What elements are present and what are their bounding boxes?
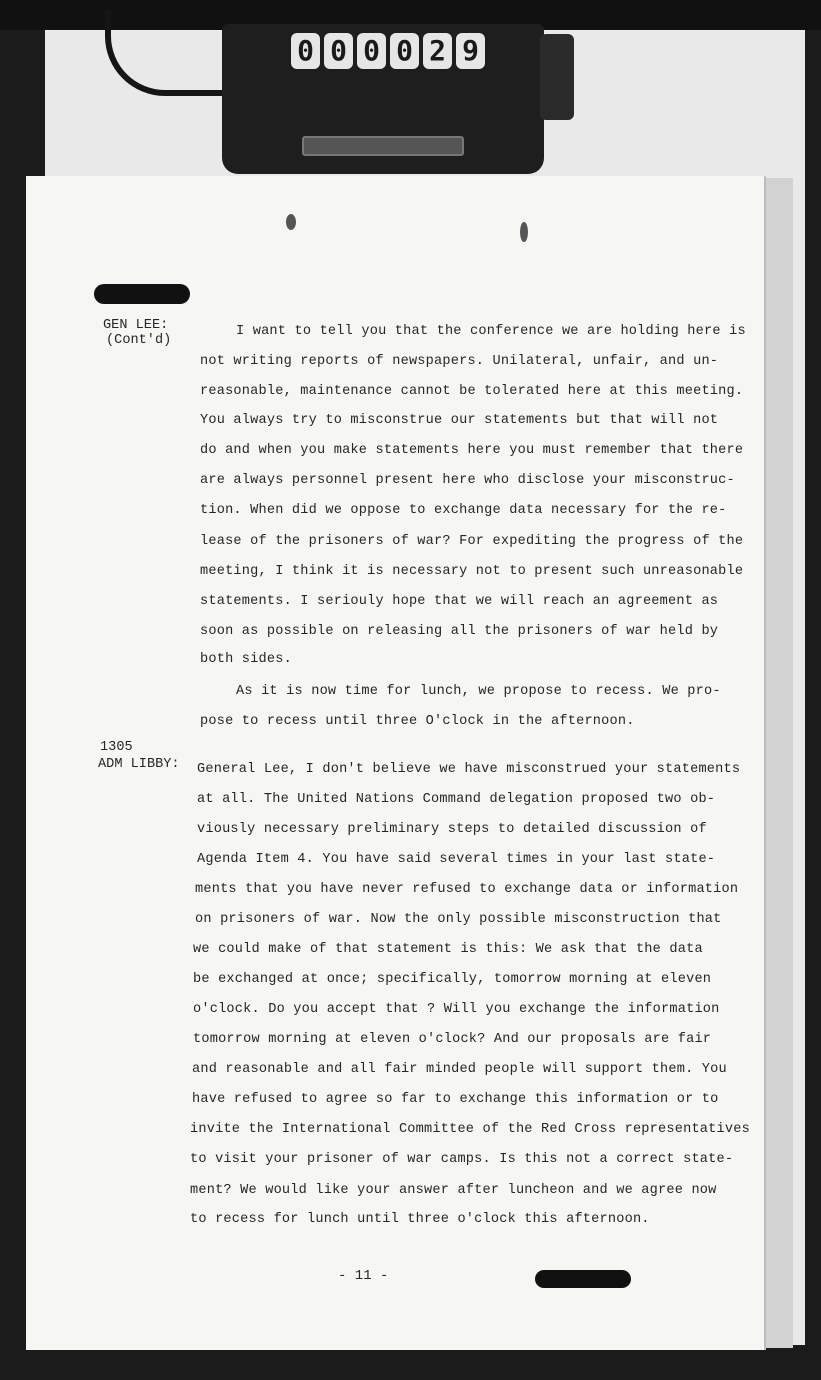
counter-knob	[540, 34, 574, 120]
text-line: reasonable, maintenance cannot be tolerated here at this meeting.	[200, 384, 744, 399]
text-line: and reasonable and all fair minded people will support them. You	[192, 1062, 727, 1077]
text-line: we could make of that statement is this: We ask that the data	[193, 942, 703, 957]
backing-sheet-edge	[764, 178, 793, 1348]
redaction-mark-bottom	[535, 1270, 631, 1288]
text-line: to recess for lunch until three o'clock this afternoon.	[190, 1212, 650, 1227]
text-line: You always try to misconstrue our statements but that will not	[200, 413, 719, 428]
text-line: tomorrow morning at eleven o'clock? And our proposals are fair	[193, 1032, 712, 1047]
text-line: lease of the prisoners of war? For expediting the progress of the	[200, 534, 744, 549]
page-number: - 11 -	[338, 1268, 389, 1284]
text-line: Agenda Item 4. You have said several times in your last state-	[197, 852, 716, 867]
text-line: pose to recess until three O'clock in the afternoon.	[200, 714, 635, 729]
text-line: do and when you make statements here you must remember that there	[200, 443, 744, 458]
text-line: ments that you have never refused to exchange data or information	[195, 882, 739, 897]
counter-digit: 9	[456, 33, 485, 69]
counter-digit: 2	[423, 33, 452, 69]
speaker-label-adm-libby: ADM LIBBY:	[98, 757, 180, 772]
text-line: tion. When did we oppose to exchange data necessary for the re-	[200, 503, 727, 518]
punch-hole	[286, 214, 296, 230]
counter-digit: 0	[324, 33, 353, 69]
counter-digit: 0	[357, 33, 386, 69]
text-line: viously necessary preliminary steps to detailed discussion of	[197, 822, 707, 837]
text-line: to visit your prisoner of war camps. Is this not a correct state-	[190, 1152, 734, 1167]
redaction-mark-top	[94, 284, 190, 304]
text-line: General Lee, I don't believe we have misconstrued your statements	[197, 762, 741, 777]
counter-digit: 0	[291, 33, 320, 69]
speaker-continued-label: (Cont'd)	[106, 333, 172, 348]
text-line: be exchanged at once; specifically, tomorrow morning at eleven	[193, 972, 712, 987]
text-line: at all. The United Nations Command delegation proposed two ob-	[197, 792, 716, 807]
text-line: invite the International Committee of the Red Cross representatives	[190, 1122, 750, 1137]
counter-digit: 0	[390, 33, 419, 69]
text-line: meeting, I think it is necessary not to present such unreasonable	[200, 564, 744, 579]
speaker-label-gen-lee: GEN LEE:	[103, 318, 169, 333]
text-line: on prisoners of war. Now the only possible misconstruction that	[195, 912, 722, 927]
punch-hole	[520, 222, 528, 242]
frame-counter-digits	[291, 33, 485, 69]
counter-slot	[302, 136, 464, 156]
text-line: o'clock. Do you accept that ? Will you exchange the information	[193, 1002, 720, 1017]
text-line: I want to tell you that the conference we are holding here is	[236, 324, 746, 339]
text-line: ment? We would like your answer after luncheon and we agree now	[190, 1183, 717, 1198]
text-line: are always personnel present here who disclose your misconstruc-	[200, 473, 735, 488]
text-line: both sides.	[200, 652, 292, 667]
text-line: have refused to agree so far to exchange this information or to	[192, 1092, 719, 1107]
text-line: soon as possible on releasing all the prisoners of war held by	[200, 624, 719, 639]
text-line: As it is now time for lunch, we propose to recess. We pro-	[236, 684, 721, 699]
timestamp-label: 1305	[100, 740, 133, 755]
text-line: not writing reports of newspapers. Unilateral, unfair, and un-	[200, 354, 719, 369]
text-line: statements. I seriouly hope that we will reach an agreement as	[200, 594, 719, 609]
